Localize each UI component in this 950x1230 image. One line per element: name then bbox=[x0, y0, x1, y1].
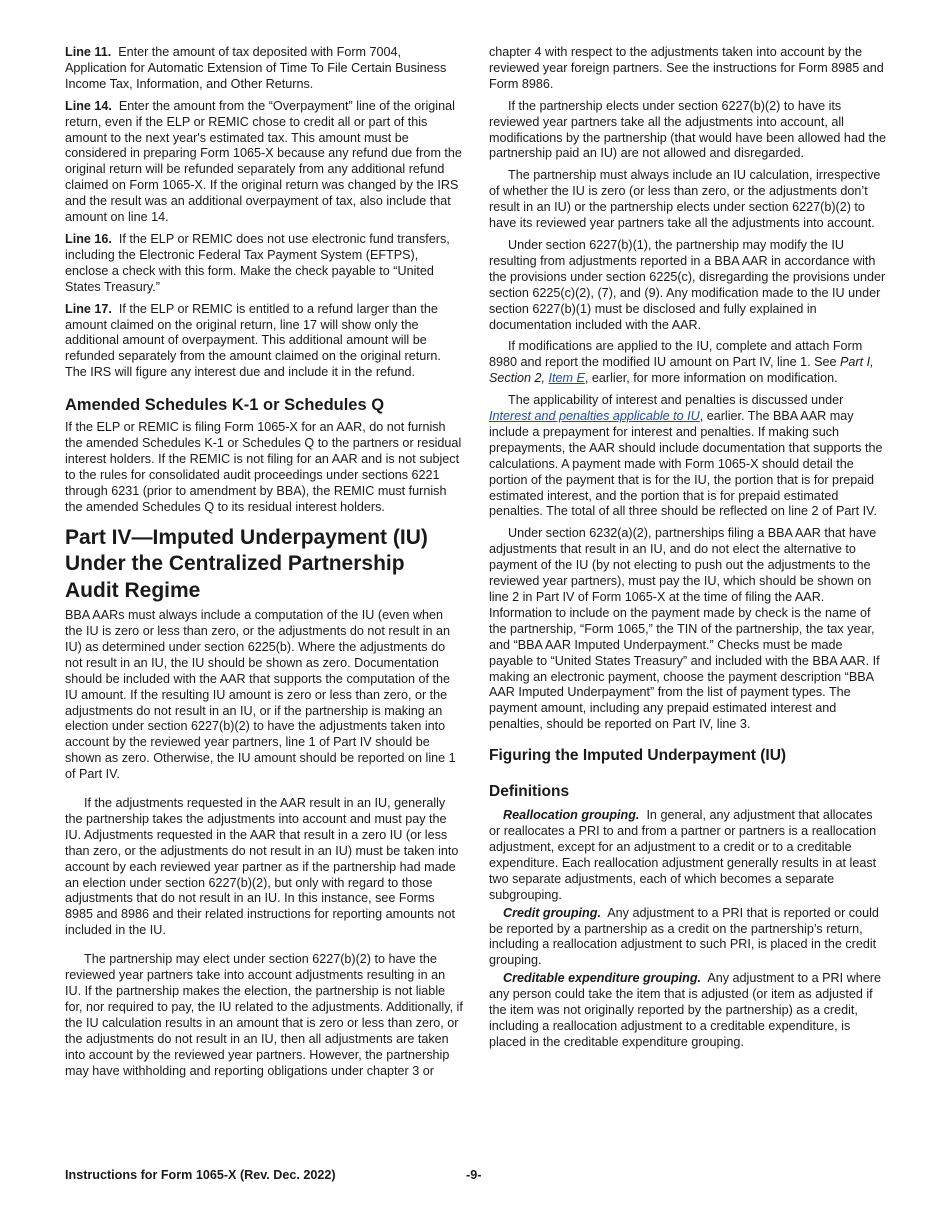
line-14-text: Enter the amount from the “Overpayment” line of the original return, even if the ELP or REMIC chose to credit all or part of this amount to the next year's estimated tax. This amount must be considered in preparing Form 1065-X because any refund due from the original return will be refunded separately from any additional refund claimed on Form 1065-X. If the original return was changed by the IRS and the result was an additional overpayment of tax, also include that amount on line 14. bbox=[65, 98, 462, 225]
part-iv-paragraph-2: If the adjustments requested in the AAR result in an IU, generally the partnership takes the adjustments into account and must pay the IU. Adjustments requested in the AAR that result in a zero IU (or less than zero, or the adjustments do not result in an IU) must be taken into account by each reviewed year partner as if the partnership had made an election under section 6227(b)(2), but only with regard to those adjustments that do not result in an IU. In this instance, see Forms 8985 and 8986 and their related instructions for reporting amounts not included in the IU. bbox=[65, 796, 459, 938]
interest-penalties-paragraph bbox=[489, 393, 886, 520]
modifications-text-a: If modifications are applied to the IU, complete and attach Form 8980 and report the modified IU amount on Part IV, line 1. See bbox=[489, 339, 863, 370]
line-11-paragraph bbox=[65, 45, 463, 93]
credit-grouping-definition bbox=[489, 906, 886, 970]
reallocation-grouping-definition bbox=[489, 808, 886, 903]
credit-grouping-term: Credit grouping. bbox=[503, 905, 601, 920]
figuring-iu-heading: Figuring the Imputed Underpayment (IU) bbox=[489, 747, 787, 765]
part-iv-paragraph-3: The partnership may elect under section 6227(b)(2) to have the reviewed year partners take into account adjustments resulting in an IU. If the partnership makes the election, the partnership is not liable for, nor required to pay, the IU related to the adjustments. Additionally, if the IU calculation results in an amount that is zero or less than zero, or the adjustments do not result in an IU, then all adjustments are taken into account by the reviewed year partners. However, the partnership may have withholding and reporting obligations under chapter 3 or bbox=[65, 952, 463, 1078]
amended-schedules-text: If the ELP or REMIC is filing Form 1065-X for an AAR, do not furnish the amended Schedules K-1 or Schedules Q to the partners or residual interest holders. If the REMIC is not filing for an AAR and is not subject to the rules for consolidated audit proceedings under sections 6221 through 6231 (prior to amendment by BBA), the REMIC must furnish the amended Schedules Q to its residual interest holders. bbox=[65, 420, 462, 514]
line-14-paragraph bbox=[65, 99, 463, 226]
line-14-label: Line 14. bbox=[65, 98, 112, 113]
line-16-paragraph bbox=[65, 232, 463, 296]
line-16-text: If the ELP or REMIC does not use electronic fund transfers, including the Electronic Federal Tax Payment System (EFTPS), enclose a check with this form. Make the check payable to “United States Treasury.” bbox=[65, 231, 450, 294]
iu-calculation-paragraph: The partnership must always include an IU calculation, irrespective of whether the IU is zero (or less than zero, or the adjustments don’t result in an IU) or the partnership elects under section 6227(b)(2) to have its reviewed year partners take all the adjustments into account. bbox=[489, 168, 881, 231]
modification-paragraph: Under section 6227(b)(1), the partnership may modify the IU resulting from adjustments reported in a BBA AAR in accordance with the provisions under section 6225(c), disregarding the provisions under section 6225(c)(2), (7), and (9). Any modification made to the IU under section 6227(b)(1) must be disclosed and fully explained in documentation included with the AAR. bbox=[489, 237, 886, 332]
right-column bbox=[489, 45, 886, 1053]
reallocation-grouping-term: Reallocation grouping. bbox=[503, 808, 640, 823]
definitions-heading: Definitions bbox=[489, 783, 570, 801]
line-11-text: Enter the amount of tax deposited with Form 7004, Application for Automatic Extension of Time To File Certain Business Income Tax, Information, and Other Returns. bbox=[65, 45, 447, 91]
part-iv-heading: Part IV—Imputed Underpayment (IU) Under the Centralized Partnership Audit Regime bbox=[65, 525, 428, 602]
credit-grouping-text: Any adjustment to a PRI that is reported or could be reported by a partnership as a credit on the partnership’s return, including a reallocation adjustment to such PRI, is placed in the credit grouping. bbox=[489, 905, 879, 968]
footer-title: Instructions for Form 1065-X (Rev. Dec. 2022) bbox=[65, 1168, 336, 1182]
modifications-text-b: , earlier, for more information on modification. bbox=[584, 371, 838, 386]
line-17-label: Line 17. bbox=[65, 301, 112, 316]
line-11-label: Line 11. bbox=[65, 45, 112, 59]
interest-text-a: The applicability of interest and penalties is discussed under bbox=[508, 393, 844, 408]
creditable-expenditure-term: Creditable expenditure grouping. bbox=[503, 971, 702, 986]
item-e-link[interactable]: Item E bbox=[548, 371, 585, 386]
continued-paragraph: chapter 4 with respect to the adjustments taken into account by the reviewed year foreign partners. See the instructions for Form 8985 and Form 8986. bbox=[489, 45, 884, 91]
interest-text-b: , earlier. The BBA AAR may include a prepayment for interest and penalties. If making such prepayments, the AAR should include documentation that supports the calculations. A payment made with Form 1065-X should detail the portion of the payment that is for the IU, the portion that is for prepaid estimated interest, and the portion that is for prepaid estimated penalties. The total of all three should be reflected on line 2 of Part IV. bbox=[489, 409, 883, 519]
line-16-label: Line 16. bbox=[65, 231, 112, 246]
part-i-section-2-ref: Part I, Section 2, bbox=[489, 355, 874, 386]
page-number: -9- bbox=[466, 1168, 482, 1182]
section-6232-paragraph: Under section 6232(a)(2), partnerships filing a BBA AAR that have adjustments that result in an IU, and do not elect the alternative to payment of the IU (by not electing to push out the adjustments to the reviewed year partners), must pay the IU, which should be shown on line 2 in Part IV of Form 1065-X at the time of filing the AAR. Information to include on the payment made by check is the name of the partnership, “Form 1065,” the TIN of the partnership, the tax year, and “BBA AAR Imputed Underpayment.” Checks must be made payable to “United States Treasury” and included with the BBA AAR. If making an electronic payment, choose the payment description “BBA AAR Imputed Underpayment” from the list of payment types. The payment amount, including any prepaid estimated interest and penalties, should be reported on Part IV, line 3. bbox=[489, 526, 880, 732]
creditable-expenditure-definition bbox=[489, 971, 886, 1051]
left-column bbox=[65, 45, 463, 1085]
modifications-applied-paragraph bbox=[489, 339, 886, 387]
interest-penalties-link[interactable]: Interest and penalties applicable to IU bbox=[489, 409, 700, 424]
amended-schedules-heading: Amended Schedules K-1 or Schedules Q bbox=[65, 396, 385, 415]
line-17-paragraph bbox=[65, 302, 463, 382]
part-iv-paragraph-1: BBA AARs must always include a computation of the IU (even when the IU is zero or less than zero, or the adjustments do not result in an IU) as determined under section 6225(b). Where the adjustments do not result in an IU, the IU should be shown as zero. Documentation should be included with the AAR that supports the computation of the IU amount. If the resulting IU amount is zero or less than zero, or the adjustments do not result in an IU, or if the partnership is making an election under section 6227(b)(2) to have the adjustments taken into account by the reviewed year partners, line 1 of Part IV should be shown as zero. Otherwise, the IU amount should be reported on line 1 of Part IV. bbox=[65, 608, 456, 782]
creditable-expenditure-text: Any adjustment to a PRI where any person could take the item that is adjusted (or item as adjusted if the item was not originally reported by the partnership) as a credit, including a reallocation adjustment to a creditable expenditure, is placed in the creditable expenditure grouping. bbox=[489, 971, 881, 1049]
reallocation-grouping-text: In general, any adjustment that allocates or reallocates a PRI to and from a partner or partners is a reallocation adjustment, except for an adjustment to a credit or to a creditable expenditure. Each reallocation adjustment generally results in at least two separate adjustments, each of which becomes a separate subgrouping. bbox=[489, 808, 877, 902]
elect-paragraph: If the partnership elects under section 6227(b)(2) to have its reviewed year partners take all the adjustments into account, all modifications by the partnership (that would have been allowed had the partnership paid an IU) are not allowed and disregarded. bbox=[489, 98, 886, 161]
line-17-text: If the ELP or REMIC is entitled to a refund larger than the amount claimed on the original return, line 17 will show only the additional amount of overpayment. This additional amount will be refunded separately from the amount claimed on the original return. The IRS will figure any interest due and include it in the refund. bbox=[65, 301, 441, 380]
